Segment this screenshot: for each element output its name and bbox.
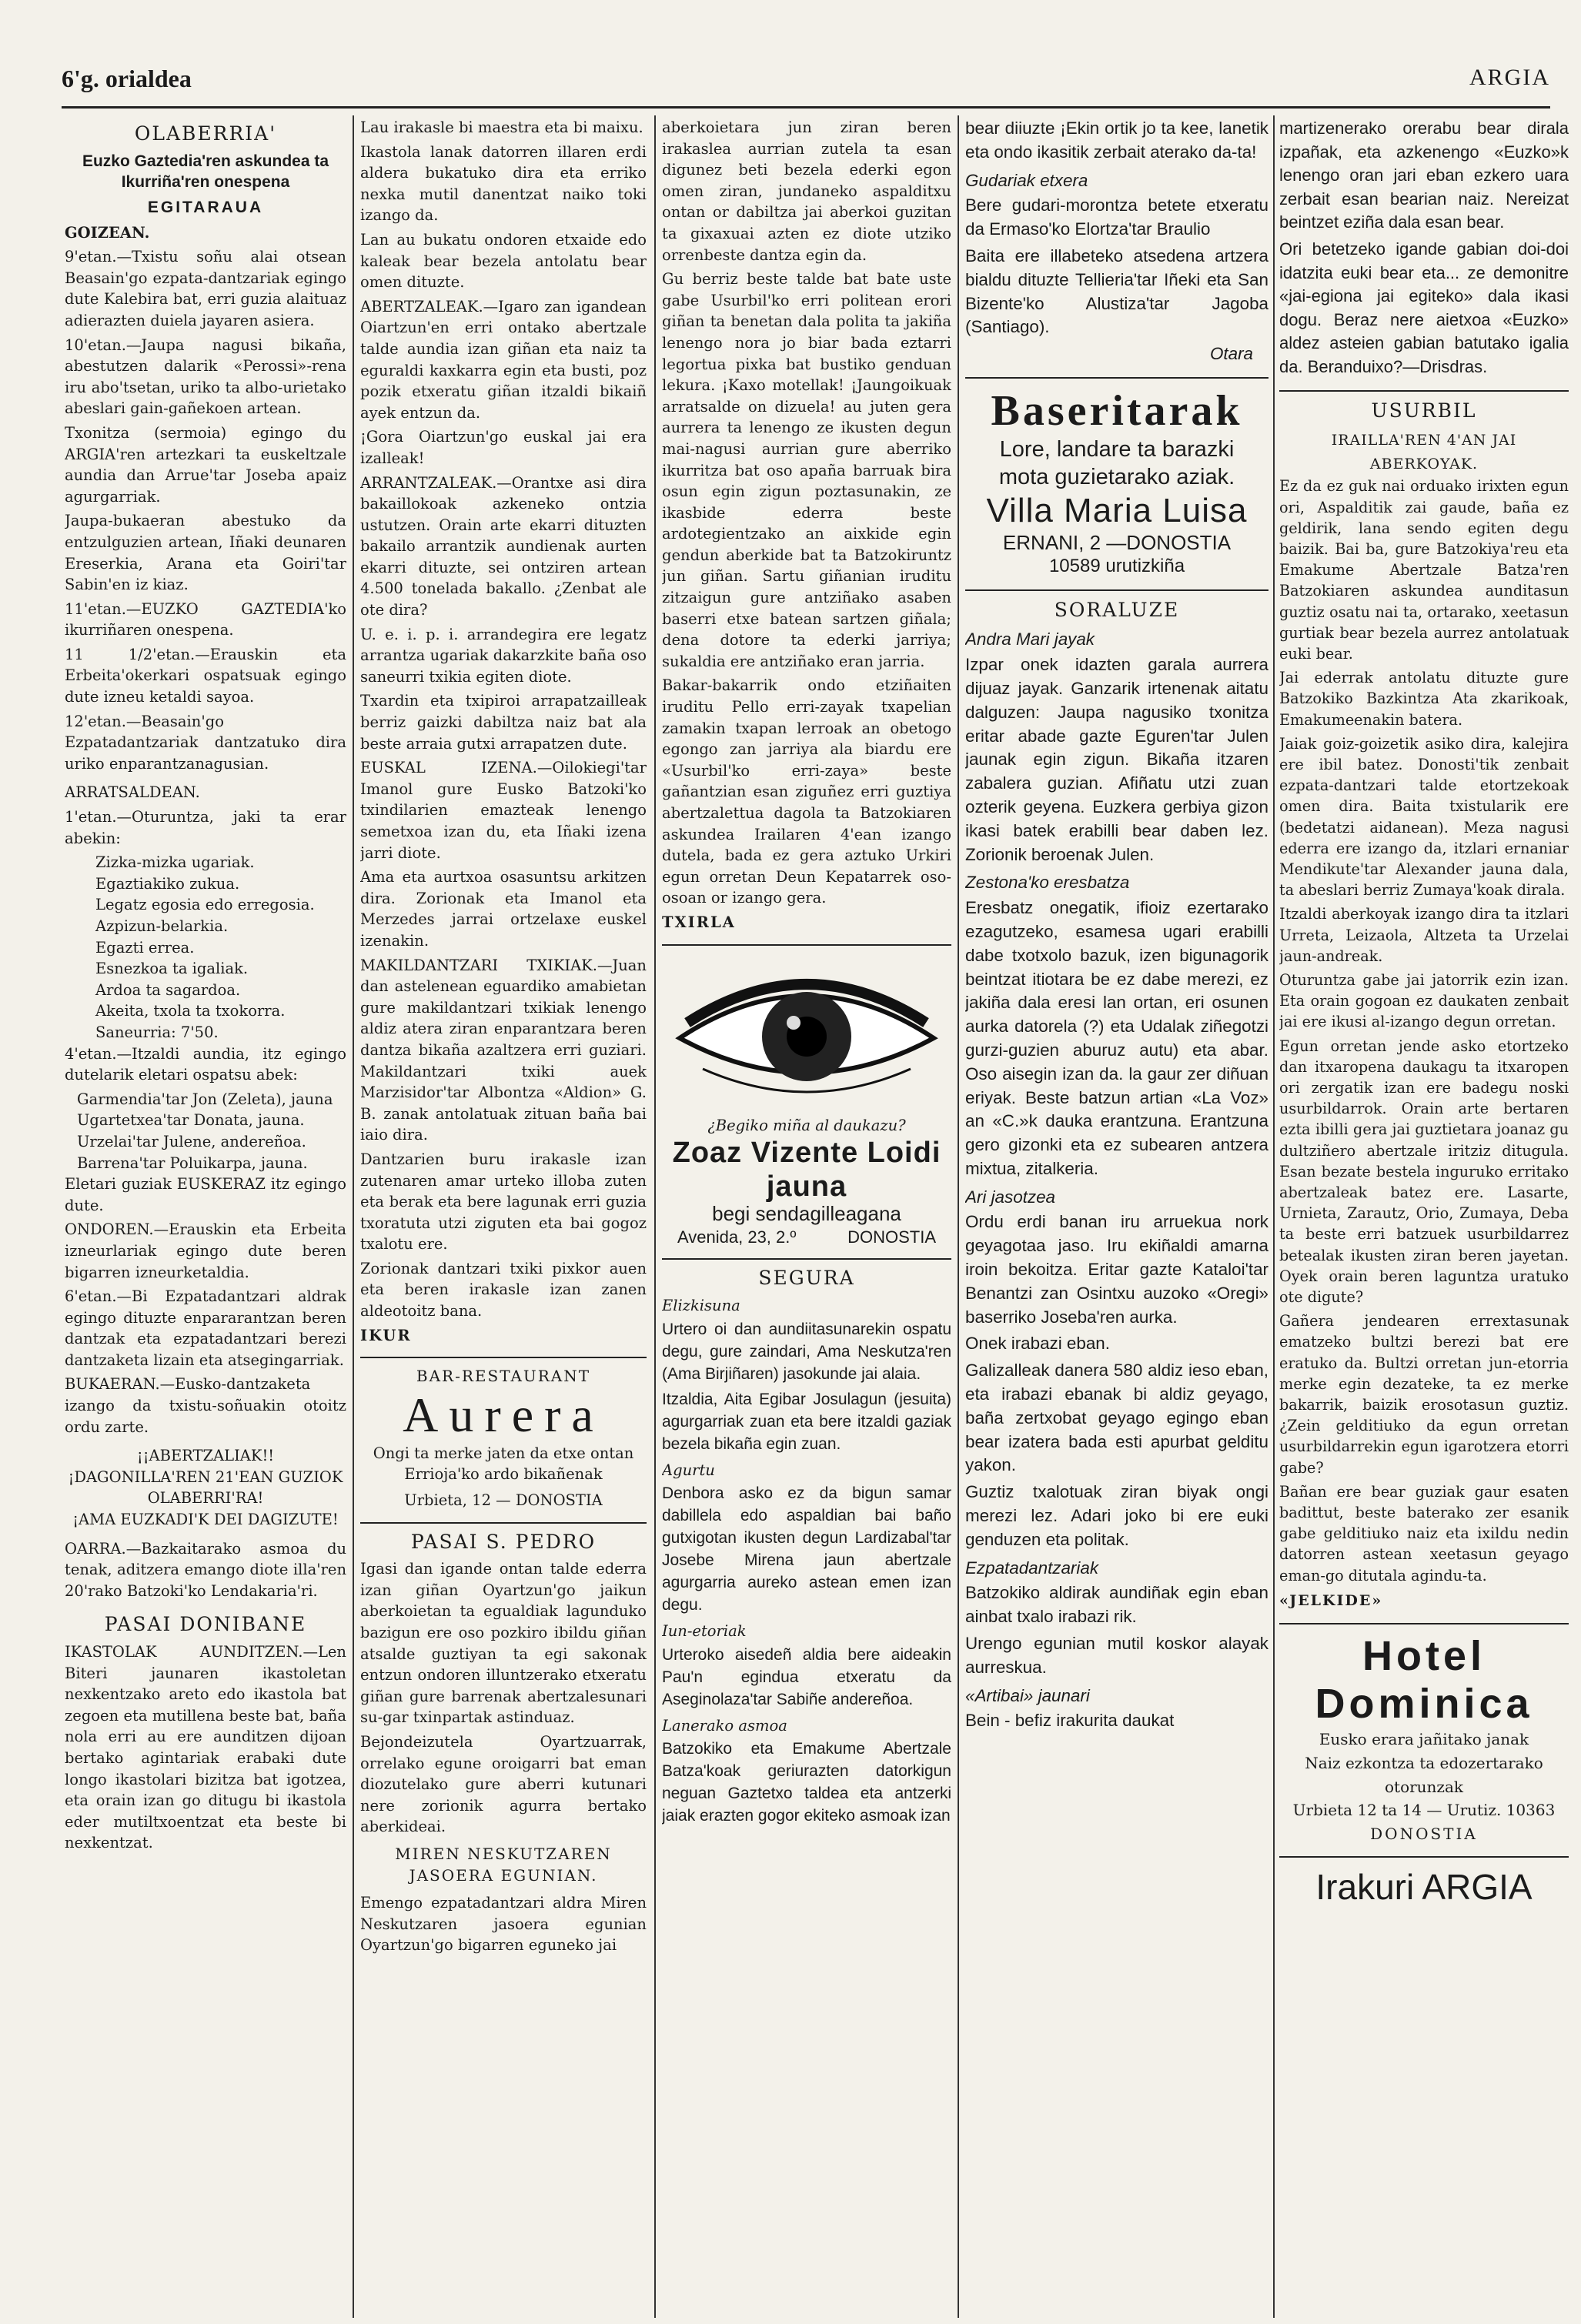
paragraph: Lau irakasle bi maestra eta bi maixu. [360, 119, 643, 136]
paragraph: Bejondeizutela Oyartzuarrak, orrelako egune oroigarri bat eman diozutelako gure aberri kutunari nere zorionik agurra bertako aberkideai. [360, 1732, 647, 1836]
paragraph: 11 1/2'etan.—Erauskin eta Erbeita'okerkari ospatsuak egingo dute izneu ketaldi sayoa. [65, 645, 346, 706]
paragraph: Ez da ez guk nai orduako irixten egun ori, Aspalditik zai gaude, baña ez geldirik, lana sendo egiten degu baizik. Bai ba, gure Batzokiya'reu eta Emakume Abertzale Batza'ren Batzokiaren askundea aunditasun guztiz osatu nai ta, ortarako, xeetasun gurtiak bear bezela aurrez antolatuak euki bear. [1279, 477, 1569, 663]
paragraph: Ordu erdi banan iru arruekua nork geyagotaa jaso. Iru ekiñaldi amarna iroin bekoitza. Eritar gazte Kataloi'tar Benantzi zan Osintxu auzoko «Oregi» baserriko Joseba'ren aurka. [965, 1212, 1268, 1327]
ad-line: Eusko erara jañitako janak [1319, 1730, 1529, 1749]
subheading: Elizkisuna [662, 1296, 740, 1314]
paragraph: Itzaldi aberkoyak izango dira ta itzlari Urreta, Leizaola, Altzeta ta Urzelai jaun-andreak. [1279, 905, 1569, 965]
cheer-line: ¡DAGONILLA'REN 21'EAN GUZIOK OLABERRI'RA! [68, 1468, 343, 1508]
paragraph: Zorionak dantzari txiki pixkor auen eta beren irakasle izan zanen aldeotoitz bana. [360, 1259, 647, 1321]
column-divider [958, 115, 959, 2318]
paragraph: Igasi dan igande ontan talde ederra izan giñan Oyartzun'go jaikun aberkoietan ta egualdiak lagunduko bazigun ere oso pozkiro ibildu giñan atsalde guztiyan ta egi sakonak entzun ondoren illuntzerako etxeratu giñan gure barrenak abertzalesunari su-gar txinpartak astinduaz. [360, 1560, 647, 1727]
speaker: Barrena'tar Poluikarpa, jauna. [77, 1154, 308, 1172]
page-number: 6'g. orialdea [62, 65, 192, 92]
subheading: «Artibai» jaunari [965, 1685, 1090, 1705]
read-argia-ad: Irakuri ARGIA [1315, 1867, 1533, 1908]
menu-list [65, 852, 346, 1043]
section-title: SORALUZE [1054, 598, 1180, 621]
section-title: PASAI DONIBANE [104, 1613, 307, 1636]
eye-illustration [672, 953, 941, 1115]
column-divider [1273, 115, 1275, 2318]
ad-line: Lore, landare ta barazki [999, 436, 1235, 462]
column-divider [353, 115, 354, 2318]
paragraph: ¡Gora Oiartzun'go euskal jai era izalleak! [360, 428, 647, 467]
separator [662, 944, 951, 946]
separator [965, 377, 1268, 379]
paragraph: Baita ere illabeteko atsedena artzera bialdu dituzte Tellieria'tar Iñeki eta San Bizente'ko Alustiza'tar Jagoba (Santiago). [965, 245, 1268, 337]
ad-line: Ongi ta merke jaten da etxe ontan [373, 1444, 634, 1462]
column-divider [654, 115, 656, 2318]
section-title: USURBIL [1371, 399, 1477, 422]
menu-item: Azpizun-belarkia. [95, 917, 229, 935]
menu-item: Egazti errea. [95, 938, 195, 957]
paragraph: Dantzarien buru irakasle izan zutenaren amar urteko illoba zuten eta berak eta bere lagunak erri guzia txoratuta utzi ziguten eta bai gogoz txalotu ere. [360, 1150, 647, 1254]
menu-item: Esnezkoa ta igaliak. [95, 960, 249, 978]
cheer-line: ¡AMA EUZKADI'K DEI DAGIZUTE! [72, 1511, 339, 1529]
paragraph: Ama eta aurtxoa osasuntsu arkitzen dira. Zorionak eta Imanol eta Merzedes jarrai ortzelaxe euskel izenakin. [360, 868, 647, 950]
subheading: Ezpatadantzariak [965, 1558, 1099, 1578]
ad-phone: 10589 urutizkiña [1048, 555, 1185, 576]
paragraph: Eletari guziak EUSKERAZ itz egingo dute. [65, 1175, 346, 1214]
ad-line: Naiz ezkontza ta edozertarako otorunzak [1305, 1754, 1543, 1796]
ad-street: Avenida, 23, 2.º [677, 1227, 797, 1247]
paragraph: BUKAERAN.—Eusko-dantzaketa izango da txistu-soñuakin otoitz ordu zarte. [65, 1375, 346, 1436]
ad-question: ¿Begiko miña al daukazu? [707, 1116, 906, 1134]
signature: «JELKIDE» [1279, 1591, 1383, 1609]
ad-name: Zoaz Vizente Loidi jauna [672, 1137, 941, 1204]
header-rule [62, 106, 1550, 109]
article-title: OLABERRIA' [134, 122, 277, 145]
separator [1279, 1856, 1569, 1858]
paragraph: Gu berriz beste talde bat bate uste gabe Usurbil'ko erri politean erori giñan ta benetan dala polita ta jakiña lenengo nora jo biar bada eztarri legortua pixka bat bustiko genduan lekura. ¡Kaxo motellak! ¡Jaungoikuak arratsalde on dizuela! au juten gera aurrera ta lenengo ze ikusten degun mai-nagusi aurrian gure aberriko ikurritza bat oso apaña barruak bira osun egin zigun poztasunakin, ze ikasbide ederra beste ardotegientzako an aixkide egin gendun aberkide bat ta Batzokiruntz jun giñan. Sartu giñanian iruditu zitzaigun gure antziñako asaben baserri etxe batean sartzen giñala; dena dotore ta ederki jarriya; sukaldia ere antziñako eran jarria. [662, 270, 951, 670]
paragraph: Itzaldia, Aita Egibar Josulagun (jesuita) agurgarriak zuan eta bere itzaldi gaziak bezela bikaña egin zuan. [662, 1390, 951, 1453]
separator [360, 1357, 647, 1358]
paragraph: 1'etan.—Oturuntza, jaki ta erar abekin: [65, 808, 346, 847]
cheers [65, 1445, 346, 1530]
subheading: Agurtu [662, 1461, 715, 1479]
paragraph: Txonitza (sermoia) egingo du ARGIA'ren artezkari ta euskeltzale aundia dan Arrue'tar Joseba apaiz agurgarriak. [65, 423, 346, 506]
paragraph: martizenerako orerabu bear dirala izpañak, eta azkenengo «Euzko»k lenengo oran jari eban ezkero uara zerbait esan bearian naiz. Nereizat beintzet eziña dala esan bear. [1279, 119, 1569, 232]
ad-address: ERNANI, 2 —DONOSTIA [1002, 530, 1232, 554]
paragraph: Galizalleak danera 580 aldiz ieso eban, eta irabazi ebanak bi aldiz geyago, baña zertxobat geyago egingo eban bear izatera bada esti apurbat gelditu yakon. [965, 1361, 1268, 1475]
ad-top: BAR-RESTAURANT [416, 1367, 591, 1386]
paragraph: 12'etan.—Beasain'go Ezpatadantzariak dantzatuko dira uriko enparantzanagusian. [65, 712, 346, 773]
menu-item: Saneurria: 7'50. [95, 1023, 219, 1041]
paragraph: Urtero oi dan aundiitasunarekin ospatu degu, gure zaindari, Ama Neskutza'ren (Ama Birjiñaren) jasokunde jai alaia. [662, 1320, 951, 1383]
program-title: EGITARAUA [147, 198, 264, 216]
paragraph: Oturuntza gabe jai jatorrik ezin izan. Eta orain gogoan ez daukaten zenbait jai ere ikusi al-izango degun orretan. [1279, 970, 1569, 1031]
signature: TXIRLA [662, 913, 736, 931]
separator [1279, 1623, 1569, 1624]
column-4 [965, 117, 1268, 2310]
ad-city: DONOSTIA [847, 1227, 936, 1247]
paragraph: ARRANTZALEAK.—Orantxe asi dira bakaillokoak azkeneko ontzia ustutzen. Orain arte ekarri dituzten bakailo arrantzik aundienak aurten ekarri dituzte, sei ontziren artean 4.500 tonelada bakallo. ¿Zenbat ale ote dira? [360, 473, 647, 619]
paragraph: Txardin eta txipiroi arrapatzailleak berriz gaizki dabiltza naiz bat ala beste arraia gutxi arrapatzen dute. [360, 692, 647, 753]
paragraph: bear diiuzte ¡Ekin ortik jo ta kee, lanetik eta ondo ikasitik zerbait aterako da-ta! [965, 119, 1268, 162]
column-5 [1279, 117, 1569, 2310]
paragraph: ABERTZALEAK.—Igaro zan igandean Oiartzun'en erri ontako abertzale talde aundia izan giñan eta naiz ta eguraldi kaxkarra egin eta busti, poz pozik etxeratu giñan itzaldi bikaiñ ayek entzun da. [360, 297, 647, 422]
paragraph: Urengo egunian mutil koskor alayak aurreskua. [965, 1634, 1268, 1677]
paragraph: 11'etan.—EUZKO GAZTEDIA'ko ikurriñaren onespena. [65, 599, 346, 639]
paragraph: Eresbatz onegatik, ifioiz ezertarako ezagutzeko, esamesa ugari erabilli dabe txotxolo bazuk, izen bigunagorik beintzat itiotara be ez dabe merezi, ez jakiña dala eresi lan ortan, eri osunen aurka datorela (?) eta Udalak ziñegotzi gurzi-guzien aburuz autu) eta abar. Oso aisegin izan da. la gaur zer diñuan eriyak. Beste batzun artian «La Voz» an «C.»k dauka erantzuna. Erantzuna gero gizonki eta ez subearen antzera mixtua, zitalkeria. [965, 898, 1268, 1178]
headline: Euzko Gaztedia'ren askundea ta Ikurriña'ren onespena [82, 152, 329, 191]
speaker: Urzelai'tar Julene, andereñoa. [77, 1132, 306, 1150]
paragraph: IKASTOLAK AUNDITZEN.—Len Biteri jaunaren ikastoletan nexkentzako areto edo ikastola bat zegoen eta mutillena beste bat, baña nola erri au ere aunditzen dijoan bertako agintariak erabaki dute longo ikastolari bizitza bat igotzea, eta orain izan go ditugu bi ikastola eder mutiltxoentzat eta beste bi nexkentzat. [65, 1643, 346, 1852]
column-1 [65, 117, 346, 2310]
signature: IKUR [360, 1326, 412, 1344]
paragraph: Guztiz txalotuak ziran biyak ongi merezi lez. Adari joko bi ere euki genduzen eta politak. [965, 1482, 1268, 1549]
ad-city: DONOSTIA [1370, 1824, 1478, 1843]
paragraph: Bein - befiz irakurita daukat [965, 1711, 1175, 1731]
paragraph: Ikastola lanak datorren illaren erdi aldera bukatuko dira eta erriko nexka mutil danentzat naiko toki izango da. [360, 142, 647, 225]
paragraph: Izpar onek idazten garala aurrera dijuaz jayak. Ganzarik irtenenak aitatu dalguzen: Jaupa nagusiko txonitza eritar abade gazte Eguren'tar Julen jaunak egin zigun. Bikaña itzaren zabalera guzian. Afiñatu utzi zuan ozterik geyena. Euzkera gerbiya gizon ikasi batek erabilli bear daben lez. Zorionik beroenak Julen. [965, 655, 1268, 864]
paragraph: ONDOREN.—Erauskin eta Erbeita izneurlariak egingo dute beren bigarren izneurketaldia. [65, 1220, 346, 1281]
subheading: Iun-etoriak [662, 1622, 747, 1641]
section-title: MIREN NESKUTZAREN JASOERA EGUNIAN. [395, 1844, 612, 1885]
paragraph: OARRA.—Bazkaitarako asmoa du tenak, aditzera emango diote illa'ren 20'rako Batzoki'ko Lendakaria'ri. [65, 1539, 346, 1600]
section-label: GOIZEAN. [65, 223, 150, 242]
paragraph: Bere gudari-morontza betete etxeratu da Ermaso'ko Elortza'tar Braulio [965, 195, 1268, 239]
publication-name: ARGIA [1469, 65, 1550, 90]
paragraph: aberkoietara jun ziran beren irakaslea aurrian zutela ta esan digunez beti bezela ederki egon omen ziran, jundaneko aspalditxu ontan or dabiltza jai aberkoi guzitan ta gixaxuai azten ez diote utziko orrenbeste dantza egin da. [662, 119, 951, 264]
menu-item: Zizka-mizka ugariak. [95, 853, 255, 872]
subheading: Ari jasotzea [965, 1187, 1055, 1207]
ad-address [677, 1227, 936, 1248]
paragraph: Batzokiko eta Emakume Abertzale Batza'koak geriurazten datorkigun neguan Gaztetxo taldea eta antzerki jaiak erazten gogor ekiteko asmoak izan [662, 1740, 951, 1825]
paragraph: Onek irabazi eban. [965, 1334, 1110, 1354]
section-label: ARRATSALDEAN. [65, 783, 200, 802]
paragraph: 9'etan.—Txistu soñu alai otsean Beasain'go ezpata-dantzariak egingo dute Kalebira bat, erri guzia alaituaz adierazten duiela jayaren asiera. [65, 248, 346, 329]
paragraph: Jai ederrak antolatu dituzte gure Batzokiko Bazkintza Ata zkarikoak, Emakumeenakin batera. [1279, 669, 1569, 729]
menu-item: Ardoa ta sagardoa. [95, 980, 241, 999]
speaker: Ugartetxea'tar Donata, jauna. [77, 1111, 305, 1130]
cheer-line: ¡¡ABERTZALIAK!! [136, 1447, 275, 1465]
paragraph: Jaupa-bukaeran abestuko da entzulguzien artean, Iñaki deunaren Ereserkia, Arana eta Goiri'tar Sabin'en iz kiaz. [65, 512, 346, 594]
paragraph: Ori betetzeko igande gabian doi-doi idatzita euki bear eta... ze demonitre «jai-egiona jai egiteko» dala ikasi dogu. Beraz nere aietxoa «Euzko» aldez asteien gabian batutako igalia da. Beranduixo?—Drisdras. [1279, 239, 1569, 376]
ad-villa: Villa Maria Luisa [986, 491, 1248, 529]
subheading: IRAILLA'REN 4'AN JAI ABERKOYAK. [1331, 432, 1517, 472]
paragraph: 10'etan.—Jaupa nagusi bikaña, abestutzen dalarik «Perossi»-rena iru abo'tsetan, uriko ta albo-urietako abeslari gain-gañekoen artean. [65, 336, 346, 418]
subheading: Andra Mari jayak [965, 629, 1095, 649]
paragraph: 6'etan.—Bi Ezpatadantzari aldrak egingo dituzte enpararantzan beren dantzak eta ezpatadantzari berezi dantzaketa lizain eta atsegingarriak. [65, 1287, 346, 1369]
paragraph: Urteroko aisedeñ aldia bere aideakin Pau'n egindua etxeratu da Aseginolaza'tar Sabiñe andereñoa. [662, 1645, 951, 1708]
column-2 [360, 117, 647, 2310]
subheading: Lanerako asmoa [662, 1716, 787, 1735]
paragraph: Emengo ezpatadantzari aldra Miren Neskutzaren jasoera egunian Oyartzun'go bigarren eguneko jai [360, 1894, 647, 1955]
signature: Otara [1210, 344, 1253, 364]
section-title: PASAI S. PEDRO [410, 1530, 597, 1553]
subheading: Zestona'ko eresbatza [965, 873, 1130, 893]
ad-address: Urbieta, 12 — DONOSTIA [404, 1491, 603, 1510]
paragraph: 4'etan.—Itzaldi aundia, itz egingo dutelarik eletari ospatsu abek: [65, 1044, 346, 1084]
paragraph: Bakar-bakarrik ondo etziñaiten iruditu Pello erri-zayak txapelian zamakin txapan lerroak an obetogo egongo zan jarriya ala biardu ere «Usurbil'ko erri-zaya» beste gañantzian esan ziguñez erri guztiya abertzalettua dagola ta Batzokiaren askundea Irailaren 4'ean izango dutela, bada ez gera aztuko Urkiri egun orretan Deun Kepatarrek oso-osoan or izango gera. [662, 676, 951, 907]
paragraph: MAKILDANTZARI TXIKIAK.—Juan dan astelenean eguardiko amabietan gure makildantzari txikiak lenengo aldiz atera ziran enparantzara beren dantza bikaña azaltzera erri guziari. Makildantzari txiki auek Marzisidor'tar Albontza «Aldion» G. B. zanak antolatuak zituan baña bai iaio dira. [360, 956, 647, 1144]
separator [1279, 390, 1569, 392]
paragraph: Jaiak goiz-goizetik asiko dira, kalejira ere ibil batez. Donosti'tik zenbait ezpata-dantzari talde etortzekoak omen dira. Baita txistularik ere (bedetatzi aidanean). Meza nagusi ederra ere izango da, itzlari ernaniar Mendikute'tar Alexander jauna dala, ta abeslari berriz Zumaya'koak dirala. [1279, 734, 1569, 900]
ad-title: Baseritarak [991, 386, 1243, 435]
paragraph: Batzokiko aldirak aundiñak egin eban ainbat txalo irabazi rik. [965, 1583, 1268, 1627]
paragraph: Egun orretan jende asko etortzeko dan itxaropena daukagu ta itxaropen ori zergatik izan ere badegu noski usurbildarrok. Orain arte bertaren ezta ibilli gera jai guztietara joanaz gu dultziñero abertzale iritziz ditugula. Esan bezate bestela inguruko erritako abertzaleak batez ere. Lasarte, Urnieta, Zarautz, Orio, Zumaya, Deba ta beste erri batzuek usurbildarrez betealak ikusten ziran beren jayetan. Oyek orain beren laguntza uratuko ote digute? [1279, 1037, 1569, 1307]
ad-line: mota guzietarako aziak. [998, 464, 1235, 489]
ad-subtitle: begi sendagilleagana [712, 1202, 901, 1226]
menu-item: Legatz egosia edo erregosia. [95, 896, 315, 914]
page-header [62, 65, 1550, 99]
separator [662, 1258, 951, 1260]
ad-line: Errioja'ko ardo bikañenak [404, 1465, 603, 1484]
ad-name: Aurera [403, 1387, 604, 1442]
speaker: Garmendia'tar Jon (Zeleta), jauna [77, 1090, 333, 1108]
section-title: SEGURA [758, 1267, 855, 1290]
paragraph: U. e. i. p. i. arrandegira ere legatz arrantza ugariak dakarzkite baña oso saneurri txikia egiten diote. [360, 625, 647, 686]
paragraph: Bañan ere bear guziak gaur esaten badittut, beste baterako zer esanik gabe gelditiuko naiz eta ixildu nedin datorren astean xeetasun geyago eman-go ditutala agindu-ta. [1279, 1482, 1569, 1584]
ad-address: Urbieta 12 ta 14 — Urutiz. 10363 [1292, 1801, 1556, 1820]
paragraph: Denbora asko ez da bigun samar dabillela edo aspaldian bai baño gutxigotan ikusten degun Lardizabal'tar Josebe Mirena jaun abertzale agurgarria aureko astean emen izan degu. [662, 1484, 951, 1614]
hotel-name: Hotel Dominica [1315, 1633, 1533, 1728]
separator [965, 589, 1268, 591]
menu-item: Egaztiakiko zukua. [95, 874, 240, 893]
separator [360, 1522, 647, 1524]
subheading: Gudariak etxera [965, 170, 1088, 190]
paragraph: Lan au bukatu ondoren etxaide edo kaleak bear bezela antolatu bear omen dituzte. [360, 230, 647, 292]
paragraph: EUSKAL IZENA.—Oilokiegi'tar Imanol gure Eusko Batzoki'ko txindilarien emazteak lenengo semetxoa izan du, eta Iñaki izena jarri diote. [360, 759, 647, 862]
paragraph: Gañera jendearen errextasunak ematzeko bultzi berezi bat ere eratuko da. Bultzi orretan jun-etorria merke egin dezateke, ta ez merke bakarrik, baizik erosotasun guztiz. ¿Zein gelditiuko da egun orretan usurbildarrekin egun igarotzera etorri gabe? [1279, 1312, 1569, 1477]
menu-item: Akeita, txola ta txokorra. [95, 1002, 286, 1020]
column-3 [662, 117, 951, 2310]
